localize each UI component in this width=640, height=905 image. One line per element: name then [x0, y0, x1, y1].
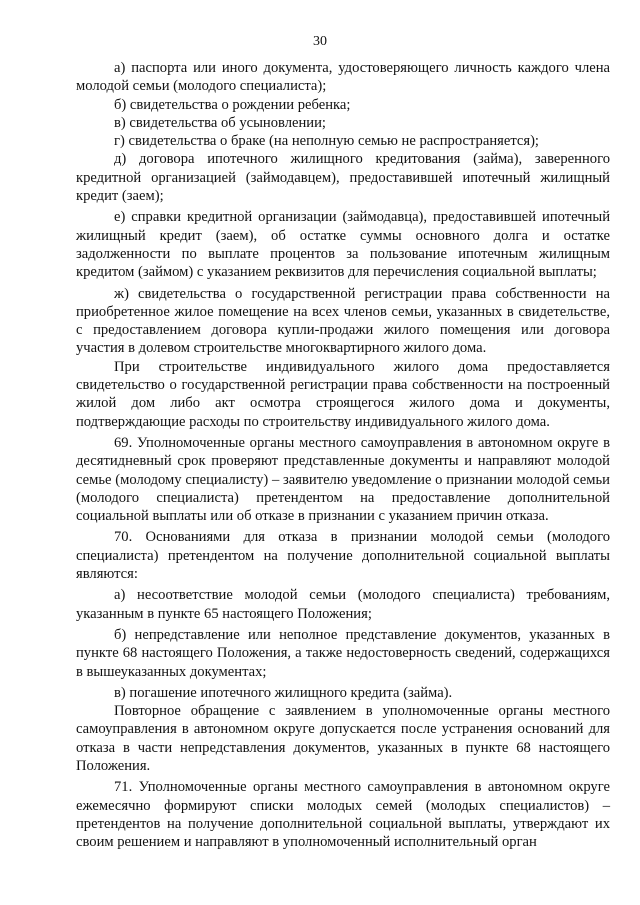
paragraph-refusal-reason-c: в) погашение ипотечного жилищного кредита (займа). — [114, 684, 453, 701]
paragraph-credit-statement: е) справки кредитной организации (займодавца), предоставившей ипотечный жилищный кредит (заем), об остатке суммы основного долга и остатке задолженности по выплате процентов за пользование ипотечным жилищным кредитом (займом) с указанием реквизитов для перечисления социальной выплаты; — [76, 209, 610, 281]
paragraph-clause-69: 69. Уполномоченные органы местного самоуправления в автономном округе в десятидневный срок проверяют представленные документы и направляют молодой семье (молодому специалисту) – заявителю уведомление о признании молодой семьи (молодого специалиста) претендентом на предоставление дополнительной социальной выплаты или об отказе в признании с указанием причин отказа. — [76, 434, 610, 525]
paragraph-clause-71: 71. Уполномоченные органы местного самоуправления в автономном округе ежемесячно формируют списки молодых семей (молодых специалистов) – претендентов на получение дополнительной социальной выплаты, утверждают их своим решением и направляют в уполномоченный исполнительный орган — [76, 779, 610, 851]
paragraph-individual-construction: При строительстве индивидуального жилого дома предоставляется свидетельство о государственной регистрации права собственности на построенный жилой дом либо акт осмотра строящегося жилого дома и документы, подтверждающие расходы по строительству индивидуального жилого дома. — [76, 358, 610, 430]
paragraph-mortgage-agreement: д) договора ипотечного жилищного кредитования (займа), заверенного кредитной организацией (займодавцем), предоставившей ипотечный жилищный кредит (заем); — [76, 151, 610, 205]
paragraph-passport: а) паспорта или иного документа, удостоверяющего личность каждого члена молодой семьи (молодого специалиста); — [76, 60, 610, 95]
paragraph-refusal-reason-b: б) непредставление или неполное представление документов, указанных в пункте 68 настоящего Положения, а также недостоверность сведений, содержащихся в вышеуказанных документах; — [76, 626, 610, 680]
paragraph-refusal-reason-a: а) несоответствие молодой семьи (молодого специалиста) требованиям, указанным в пункте 65 настоящего Положения; — [76, 587, 610, 622]
paragraph-repeat-application: Повторное обращение с заявлением в уполномоченные органы местного самоуправления в автономном округе допускается после устранения оснований для отказа в части непредставления документов, указанных в пункте 68 настоящего Положения. — [76, 703, 610, 774]
paragraph-adoption-certificate: в) свидетельства об усыновлении; — [114, 114, 326, 131]
paragraph-marriage-certificate: г) свидетельства о браке (на неполную семью не распространяется); — [114, 133, 539, 150]
paragraph-birth-certificate: б) свидетельства о рождении ребенка; — [114, 96, 351, 113]
page-number: 30 — [313, 34, 327, 49]
paragraph-clause-70: 70. Основаниями для отказа в признании молодой семьи (молодого специалиста) претендентом на получение дополнительной социальной выплаты являются: — [76, 529, 610, 583]
paragraph-ownership-certificate: ж) свидетельства о государственной регистрации права собственности на приобретенное жилое помещение на всех членов семьи, указанных в свидетельстве, с предоставлением договора купли-продажи жилого помещения или договора участия в долевом строительстве многоквартирного жилого дома. — [76, 285, 610, 357]
document-body — [76, 59, 610, 851]
